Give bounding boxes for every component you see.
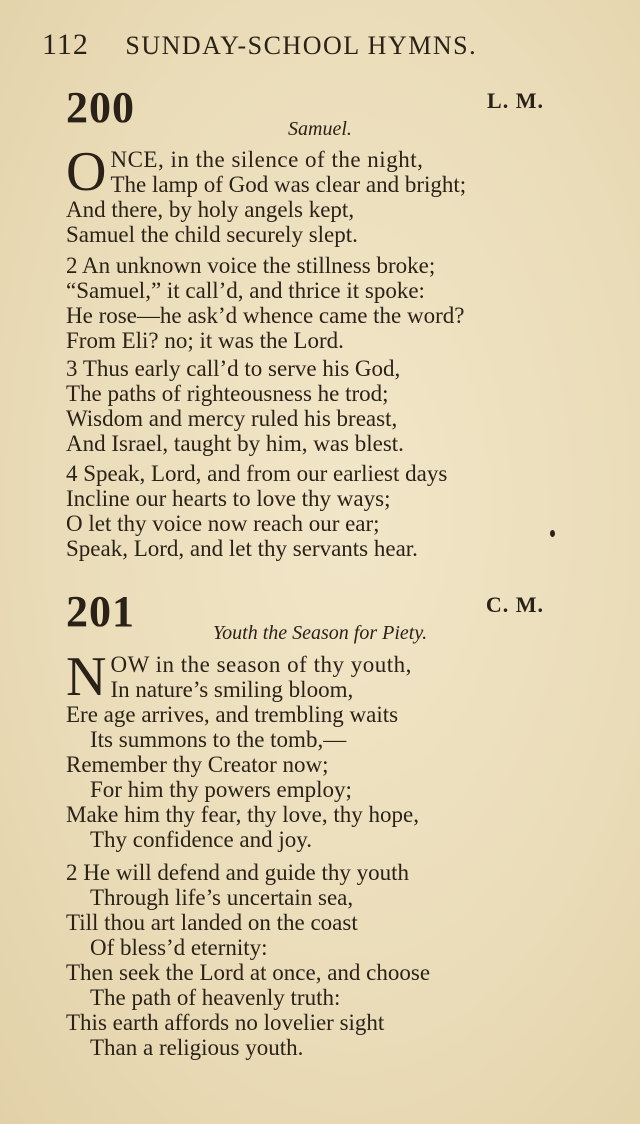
verse-line: For him thy powers employ;	[90, 777, 352, 802]
verse-line: “Samuel,” it call’d, and thrice it spoke:	[66, 278, 425, 303]
verse-line: Samuel the child securely slept.	[66, 222, 358, 247]
verse-line: Ere age arrives, and trembling waits	[66, 702, 399, 727]
verse-line: Incline our hearts to love thy ways;	[66, 486, 391, 511]
verse-line: The paths of righteousness he trod;	[66, 381, 389, 406]
hymn-201-stanza-2	[66, 860, 586, 1060]
hymn-200-stanza-2	[66, 253, 586, 353]
hymn-200-stanza-3	[66, 356, 586, 456]
verse-line: And there, by holy angels kept,	[66, 197, 355, 222]
hymn-subtitle-200: Samuel.	[288, 118, 352, 140]
verse-line: Make him thy fear, thy love, thy hope,	[66, 802, 419, 827]
hymn-200-stanza-1	[66, 141, 586, 247]
hymn-number-201: 201	[66, 587, 135, 636]
hymn-number-200: 200	[66, 83, 135, 132]
drop-cap: N	[66, 646, 107, 708]
hymn-200-stanza-4	[66, 461, 586, 561]
verse-line: Wisdom and mercy ruled his breast,	[66, 406, 398, 431]
hymn-meter-201: C. M.	[485, 592, 544, 617]
verse-line: NCE, in the silence of the night,	[110, 147, 424, 172]
verse-line: And Israel, taught by him, was blest.	[66, 431, 404, 456]
verse-line: Remember thy Creator now;	[66, 752, 329, 777]
verse-line: He rose—he ask’d whence came the word?	[66, 303, 465, 328]
running-header	[42, 28, 602, 62]
verse-line: Through life’s uncertain sea,	[90, 885, 354, 910]
verse-line: The path of heavenly truth:	[90, 985, 341, 1010]
verse-line: 2 An unknown voice the stillness broke;	[66, 253, 436, 278]
verse-line: This earth affords no lovelier sight	[66, 1010, 385, 1035]
verse-line: Then seek the Lord at once, and choose	[66, 960, 431, 985]
verse-line: Its summons to the tomb,—	[90, 727, 347, 752]
verse-line: From Eli? no; it was the Lord.	[66, 328, 344, 353]
verse-line: 4 Speak, Lord, and from our earliest days	[66, 461, 448, 486]
verse-line: Till thou art landed on the coast	[66, 910, 358, 935]
running-title: SUNDAY-SCHOOL HYMNS.	[125, 31, 478, 60]
verse-line: O let thy voice now reach our ear;	[66, 511, 380, 536]
verse-line: OW in the season of thy youth,	[110, 652, 412, 677]
verse-line: 2 He will defend and guide thy youth	[66, 860, 410, 885]
verse-line: Of bless’d eternity:	[90, 935, 268, 960]
verse-line: Thy confidence and joy.	[90, 827, 313, 852]
page-number: 112	[42, 28, 89, 61]
ink-speck	[550, 530, 555, 537]
drop-cap: O	[66, 141, 107, 203]
hymn-subtitle-201: Youth the Season for Piety.	[212, 622, 428, 644]
verse-line: The lamp of God was clear and bright;	[110, 172, 467, 197]
verse-line: 3 Thus early call’d to serve his God,	[66, 356, 401, 381]
verse-line: Than a religious youth.	[90, 1035, 304, 1060]
hymn-meter-200: L. M.	[487, 88, 544, 113]
hymn-201-stanza-1	[66, 646, 586, 852]
verse-line: Speak, Lord, and let thy servants hear.	[66, 536, 418, 561]
verse-line: In nature’s smiling bloom,	[110, 677, 354, 702]
